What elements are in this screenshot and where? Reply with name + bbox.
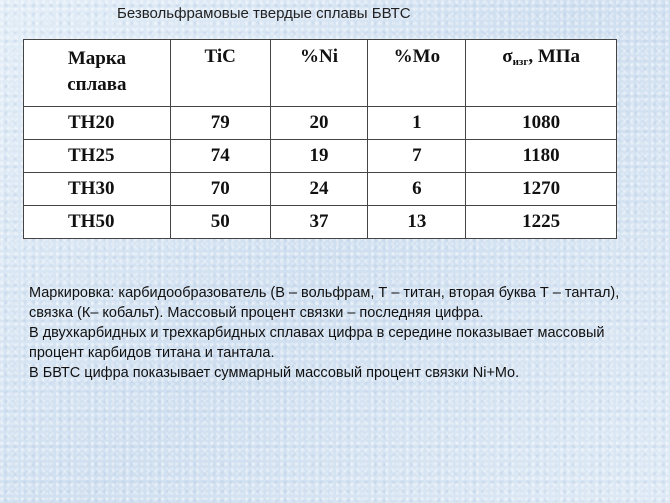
header-sigma-symbol: σ	[502, 46, 513, 67]
cell-tic: 74	[170, 140, 270, 173]
page-title: Безвольфрамовые твердые сплавы БВТС	[117, 5, 411, 22]
cell-sigma: 1080	[466, 107, 617, 140]
header-brand-line1: Марка	[67, 48, 126, 69]
cell-grade: ТН30	[24, 173, 171, 206]
note-paragraph-carbides: В двухкарбидных и трехкарбидных сплавах цифра в середине показывает массовый процент карбидов титана и тантала.	[29, 325, 605, 361]
cell-tic: 70	[170, 173, 270, 206]
cell-sigma: 1270	[466, 173, 617, 206]
table-row	[24, 206, 617, 239]
cell-tic: 79	[170, 107, 270, 140]
header-brand	[24, 40, 171, 107]
cell-mo: 6	[368, 173, 466, 206]
header-sigma-unit: , МПа	[528, 46, 581, 67]
cell-mo: 1	[368, 107, 466, 140]
header-sigma-subscript: изг	[512, 56, 529, 68]
table-row	[24, 107, 617, 140]
cell-ni: 37	[270, 206, 368, 239]
cell-ni: 24	[270, 173, 368, 206]
cell-sigma: 1180	[466, 140, 617, 173]
cell-grade: ТН50	[24, 206, 171, 239]
cell-mo: 7	[368, 140, 466, 173]
header-tic: TiC	[170, 40, 270, 107]
cell-tic: 50	[170, 206, 270, 239]
cell-ni: 20	[270, 107, 368, 140]
cell-ni: 19	[270, 140, 368, 173]
header-ni: %Ni	[270, 40, 368, 107]
table-header-row	[24, 40, 617, 107]
cell-sigma: 1225	[466, 206, 617, 239]
header-brand-line2: сплава	[67, 74, 127, 95]
notes-block	[29, 283, 654, 383]
note-paragraph-bvts: В БВТС цифра показывает суммарный массовый процент связки Ni+Mo.	[29, 365, 520, 381]
cell-mo: 13	[368, 206, 466, 239]
cell-grade: ТН20	[24, 107, 171, 140]
cell-grade: ТН25	[24, 140, 171, 173]
header-sigma	[466, 40, 617, 107]
table-row	[24, 140, 617, 173]
header-mo: %Mo	[368, 40, 466, 107]
note-paragraph-marking: Маркировка: карбидообразователь (В – вольфрам, Т – титан, вторая буква Т – тантал), связка (К– кобальт). Массовый процент связки – последняя цифра.	[29, 285, 620, 321]
alloys-table	[23, 39, 617, 239]
table-row	[24, 173, 617, 206]
